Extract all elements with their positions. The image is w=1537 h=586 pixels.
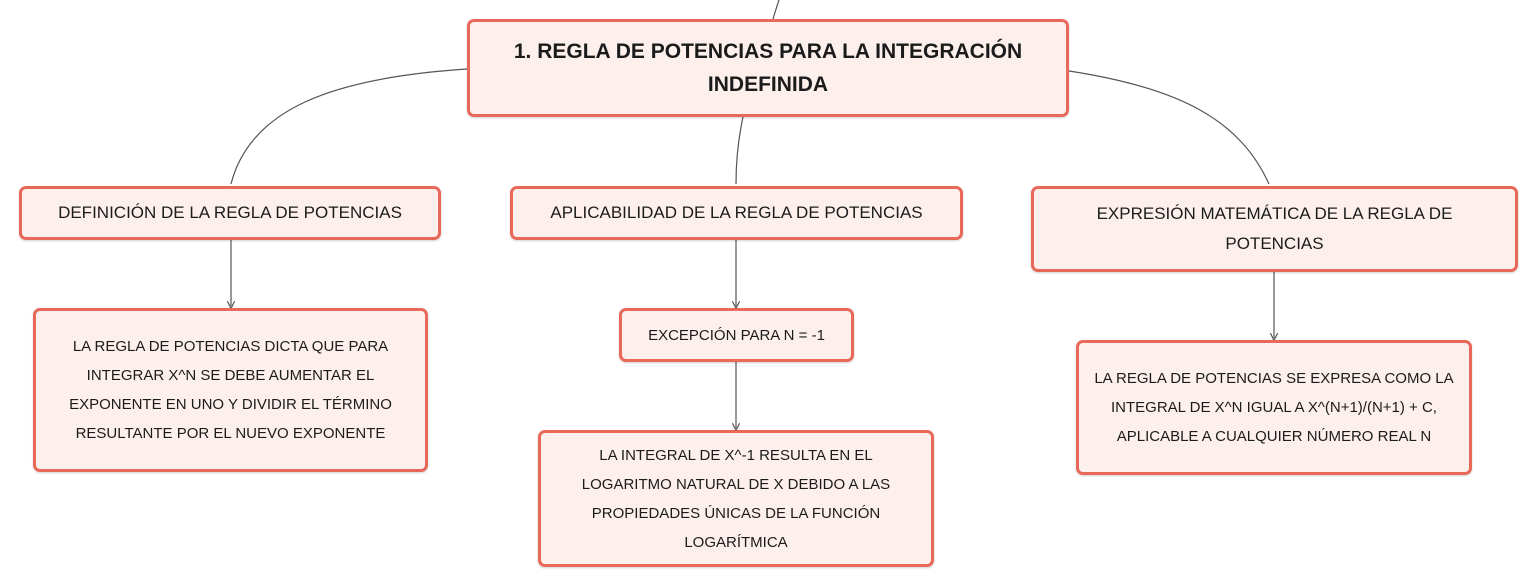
subtopic-excepcion-detail[interactable] — [538, 430, 934, 567]
connector-root-aplicabilidad — [736, 117, 743, 184]
topic-expresion[interactable] — [1031, 186, 1518, 272]
root-topic-node[interactable] — [467, 19, 1069, 117]
subtopic-expresion-detail-text: LA REGLA DE POTENCIAS SE EXPRESA COMO LA INTEGRAL DE X^N IGUAL A X^(N+1)/(N+1) + C, APLICABLE A CUALQUIER NÚMERO REAL N — [1094, 370, 1454, 445]
subtopic-expresion-detail[interactable] — [1076, 340, 1472, 475]
subtopic-excepcion[interactable] — [619, 308, 854, 362]
topic-aplicabilidad-label: APLICABILIDAD DE LA REGLA DE POTENCIAS — [550, 203, 923, 222]
topic-definicion-label: DEFINICIÓN DE LA REGLA DE POTENCIAS — [58, 203, 402, 222]
subtopic-excepcion-label: EXCEPCIÓN PARA N = -1 — [648, 326, 825, 344]
connector-parent-root — [773, 0, 779, 19]
root-topic-label: 1. REGLA DE POTENCIAS PARA LA INTEGRACIÓN INDEFINIDA — [513, 40, 1023, 96]
connector-root-definicion — [231, 69, 467, 184]
subtopic-definicion-detail[interactable] — [33, 308, 428, 472]
topic-aplicabilidad[interactable] — [510, 186, 963, 240]
connector-root-expresion — [1069, 71, 1269, 184]
subtopic-excepcion-detail-text: LA INTEGRAL DE X^-1 RESULTA EN EL LOGARITMO NATURAL DE X DEBIDO A LAS PROPIEDADES ÚNICAS DE LA FUNCIÓN LOGARÍTMICA — [581, 446, 891, 551]
topic-expresion-label: EXPRESIÓN MATEMÁTICA DE LA REGLA DE POTENCIAS — [1096, 204, 1453, 253]
topic-definicion[interactable] — [19, 186, 441, 240]
subtopic-definicion-detail-text: LA REGLA DE POTENCIAS DICTA QUE PARA INTEGRAR X^N SE DEBE AUMENTAR EL EXPONENTE EN UNO Y DIVIDIR EL TÉRMINO RESULTANTE POR EL NUEVO EXPONENTE — [69, 338, 392, 442]
